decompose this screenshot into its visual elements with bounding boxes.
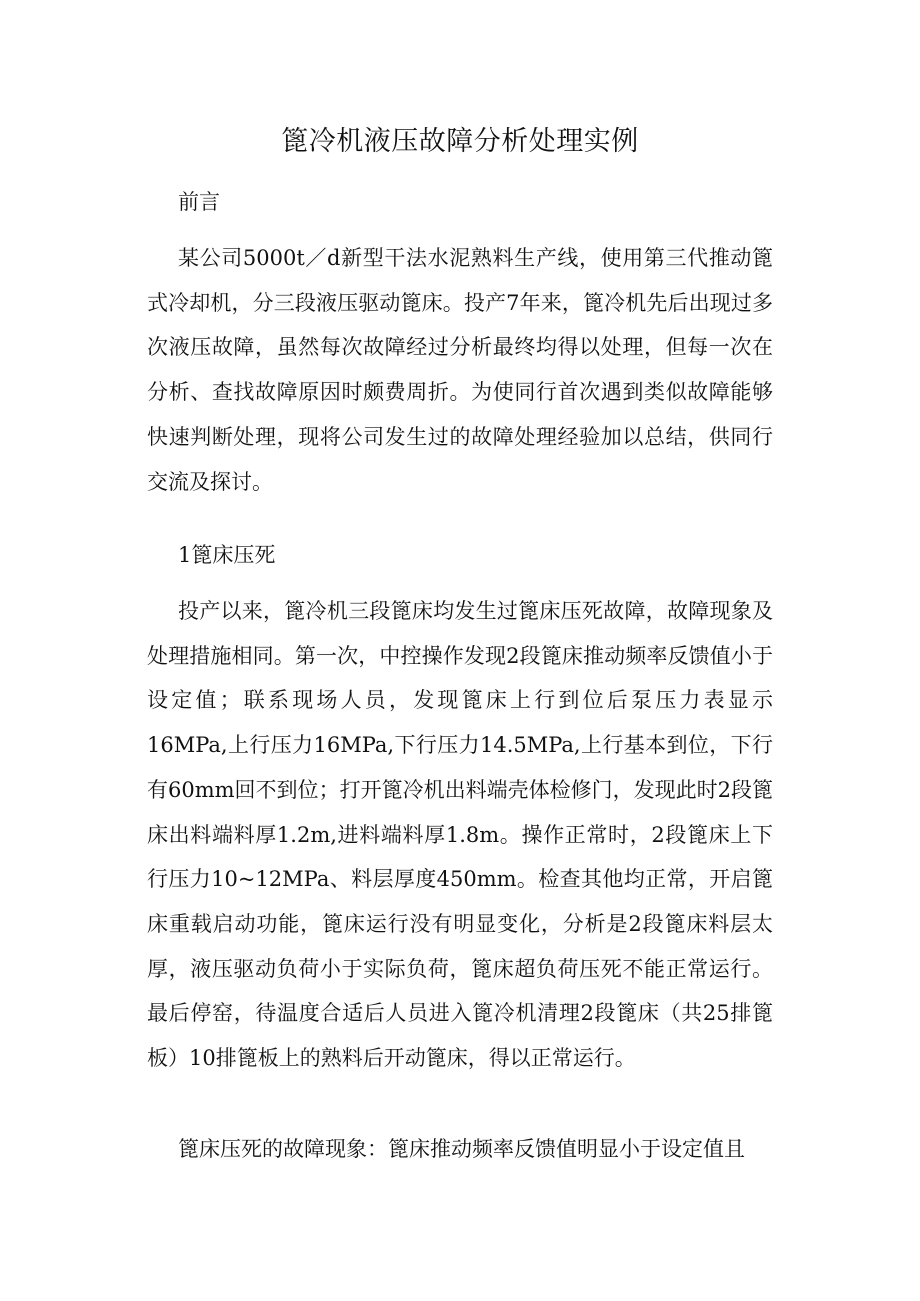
preface-heading: 前言 <box>178 190 220 214</box>
preface-paragraph: 某公司5000t／d新型干法水泥熟料生产线，使用第三代推动篦式冷却机，分三段液压驱动篦床。投产7年来，篦冷机先后出现过多次液压故障，虽然每次故障经过分析最终均得以处理，但每一次在分析、查找故障原因时颇费周折。为使同行首次遇到类似故障能够快速判断处理，现将公司发生过的故障处理经验加以总结，供同行交流及探讨。 <box>147 246 773 494</box>
document-title: 篦冷机液压故障分析处理实例 <box>281 126 639 157</box>
section-1-heading: 1篦床压死 <box>178 543 276 567</box>
fault-symptom-paragraph: 篦床压死的故障现象：篦床推动频率反馈值明显小于设定值且 <box>178 1137 745 1161</box>
section-1-paragraph: 投产以来，篦冷机三段篦床均发生过篦床压死故障，故障现象及处理措施相同。第一次，中控操作发现2段篦床推动频率反馈值小于设定值；联系现场人员，发现篦床上行到位后泵压力表显示16MPa,上行压力16MPa,下行压力14.5MPa,上行基本到位，下行有60mm回不到位；打开篦冷机出料端壳体检修门，发现此时2段篦床出料端料厚1.2m,进料端料厚1.8m。操作正常时，2段篦床上下行压力10~12MPa、料层厚度450mm。检查其他均正常，开启篦床重载启动功能，篦床运行没有明显变化，分析是2段篦床料层太厚，液压驱动负荷小于实际负荷，篦床超负荷压死不能正常运行。最后停窑，待温度合适后人员进入篦冷机清理2段篦床（共25排篦板）10排篦板上的熟料后开动篦床，得以正常运行。 <box>147 599 773 1071</box>
